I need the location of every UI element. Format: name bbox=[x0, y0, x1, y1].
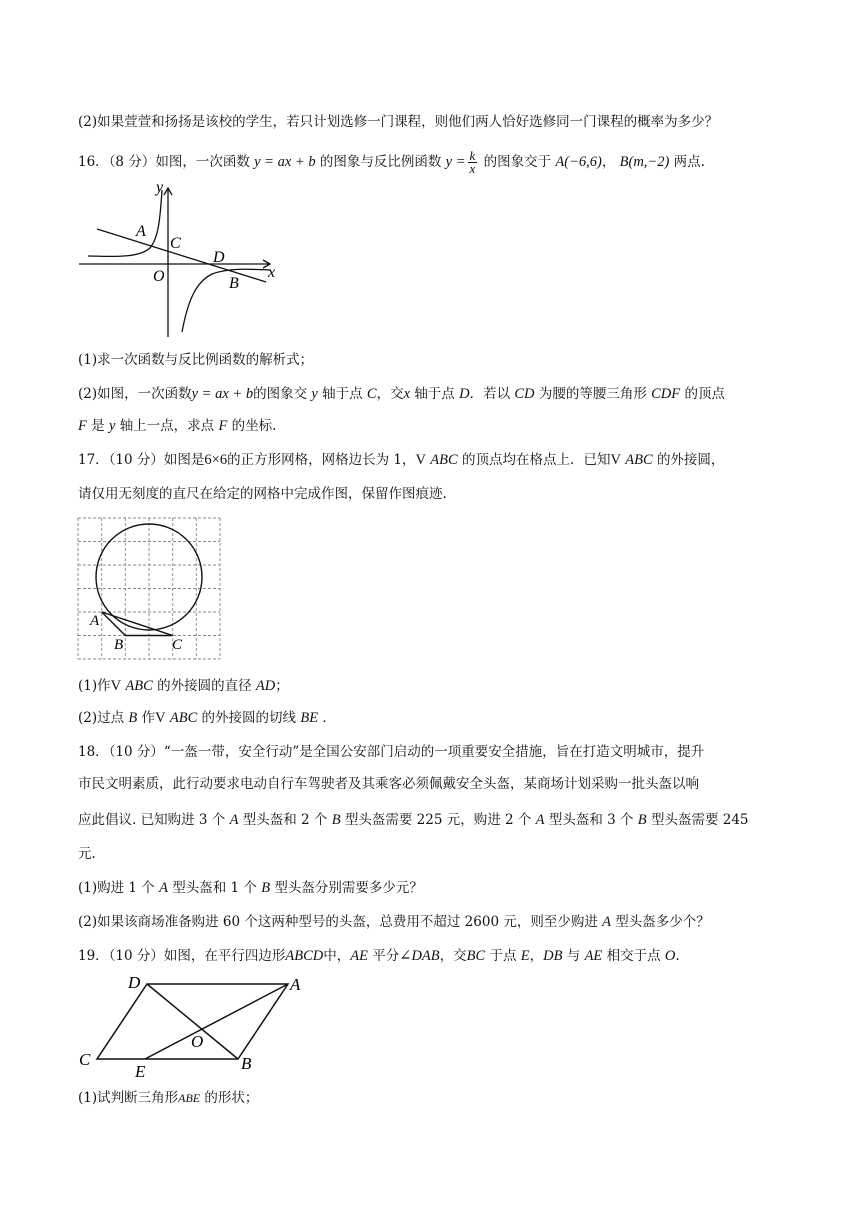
label-c: C bbox=[170, 235, 181, 252]
q17-part2: (2)过点 B 作V ABC 的外接圆的切线 BE ． bbox=[78, 710, 336, 726]
q19-part1: (1)试判断三角形ABE 的形状； bbox=[78, 1090, 259, 1106]
q16-part2-line2: F 是 y 轴上一点，求点 F 的坐标. bbox=[78, 418, 277, 434]
bisector-ae bbox=[145, 984, 288, 1059]
q19-stem: 19．（10 分）如图，在平行四边形ABCD中，AE 平分∠DAB，交BC 于点 E，DB 与 AE 相交于点 O. bbox=[78, 948, 680, 964]
q16-inverse-function: y = bbox=[445, 154, 466, 170]
q16-part1: (1)求一次函数与反比例函数的解析式； bbox=[78, 352, 314, 368]
label-c: C bbox=[172, 637, 183, 653]
q18-stem-line2: 市民文明素质，此行动要求电动自行车驾驶者及其乘客必须佩戴安全头盔，某商场计划采购一批头盔以响 bbox=[78, 776, 699, 792]
q17-number: 17． bbox=[78, 452, 109, 468]
q18-number: 18． bbox=[78, 744, 109, 760]
q19-score: （10 分） bbox=[108, 948, 164, 964]
q16-number: 16． bbox=[78, 154, 109, 170]
label-e: E bbox=[135, 1062, 146, 1081]
q17-part1: (1)作V ABC 的外接圆的直径 AD； bbox=[78, 678, 289, 694]
q17-stem-line1: 17．（10 分）如图是6×6的正方形网格，网格边长为 1，V ABC 的顶点均在格点上．已知V ABC 的外接圆， bbox=[78, 452, 725, 468]
label-d: D bbox=[128, 973, 141, 992]
label-o: O bbox=[191, 1032, 204, 1051]
q16-linear-function: y = ax + b bbox=[254, 154, 316, 170]
q18-stem-line3: 应此倡议. 已知购进 3 个 A 型头盔和 2 个 B 型头盔需要 225 元，购进 2 个 A 型头盔和 3 个 B 型头盔需要 245 bbox=[78, 812, 749, 828]
q19-number: 19． bbox=[78, 948, 109, 964]
label-a: A bbox=[136, 223, 146, 240]
q18-part2: (2)如果该商场准备购进 60 个这两种型号的头盔，总费用不超过 2600 元，则至少购进 A 型头盔多少个？ bbox=[78, 914, 710, 930]
label-c: C bbox=[79, 1050, 91, 1069]
q17-stem-line2: 请仅用无刻度的直尺在给定的网格中完成作图，保留作图痕迹. bbox=[78, 486, 447, 502]
label-b: B bbox=[114, 637, 124, 653]
label-b: B bbox=[241, 1054, 252, 1073]
q18-part1: (1)购进 1 个 A 型头盔和 1 个 B 型头盔分别需要多少元？ bbox=[78, 880, 423, 896]
label-d: D bbox=[213, 249, 225, 266]
label-o: O bbox=[153, 268, 165, 285]
label-a: A bbox=[90, 613, 100, 629]
q16-score: （8 分） bbox=[108, 154, 156, 170]
label-b: B bbox=[229, 275, 239, 292]
q18-stem-line4: 元. bbox=[78, 846, 96, 862]
q16-point-b: B(m,−2) bbox=[619, 154, 670, 170]
q16-stem: 16．（8 分）如图，一次函数 y = ax + b 的图象与反比例函数 y = $\frac{k}{x}$ 的图象交于 A(−6,6)， B(m,−2) 两点. bbox=[78, 148, 705, 176]
q18-score: （10 分） bbox=[108, 744, 164, 760]
q16-point-a: A(−6,6) bbox=[555, 154, 602, 170]
label-y: y bbox=[156, 179, 164, 196]
q15-part2: (2)如果萱萱和扬扬是该校的学生，若只计划选修一门课程，则他们两人恰好选修同一门课程的概率为多少？ bbox=[78, 114, 719, 130]
label-x: x bbox=[268, 264, 276, 281]
q16-part2-line1: (2)如图，一次函数y = ax + b的图象交 y 轴于点 C，交x 轴于点 D．若以 CD 为腰的等腰三角形 CDF 的顶点 bbox=[78, 386, 725, 402]
q16-fraction: $\frac{k}{x}$ bbox=[469, 148, 476, 176]
q17-score: （10 分） bbox=[108, 452, 164, 468]
q18-stem-line1: 18．（10 分）“一盔一带，安全行动”是全国公安部门启动的一项重要安全措施，旨在打造文明城市，提升 bbox=[78, 744, 705, 760]
label-a: A bbox=[290, 975, 301, 994]
